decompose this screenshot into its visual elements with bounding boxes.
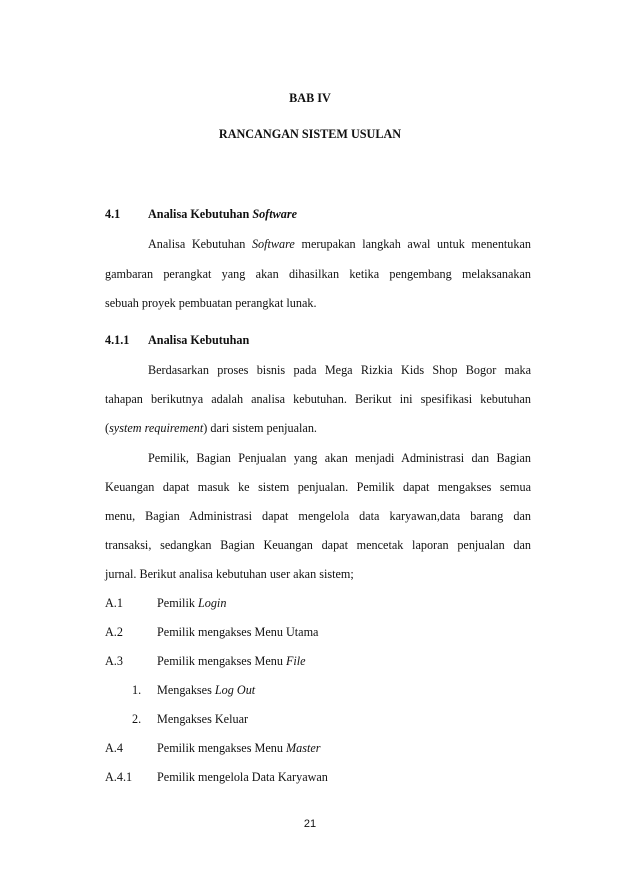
list-item-number: A.4 — [105, 741, 123, 755]
list-item-number: A.2 — [105, 625, 123, 639]
text-run: Mengakses Keluar — [157, 712, 249, 726]
text-run: Mengakses — [157, 683, 215, 697]
list-item — [157, 624, 318, 640]
paragraph-line: tahapan berikutnya adalah analisa kebutuhan. Berikut ini spesifikasi kebutuhan — [105, 392, 531, 406]
paragraph-line: sebuah proyek pembuatan perangkat lunak. — [105, 296, 317, 310]
section-4-1-1-heading: Analisa Kebutuhan — [148, 333, 250, 347]
text-run-italic: Software — [251, 237, 295, 251]
text-run: ( — [105, 421, 110, 435]
text-run: Pemilik mengakses Menu — [157, 741, 286, 755]
chapter-subtitle: RANCANGAN SISTEM USULAN — [218, 127, 402, 141]
paragraph-line: jurnal. Berikut analisa kebutuhan user akan sistem; — [105, 567, 354, 581]
text-run: Pemilik mengelola Data Karyawan — [157, 770, 328, 784]
text-run-italic: File — [285, 654, 306, 668]
section-4-1-heading — [148, 206, 297, 222]
paragraph-line: Berdasarkan proses bisnis pada Mega Rizkia Kids Shop Bogor maka — [148, 363, 531, 377]
paragraph-line: Pemilik, Bagian Penjualan yang akan menjadi Administrasi dan Bagian — [148, 451, 531, 465]
paragraph-line: Keuangan dapat masuk ke sistem penjualan. Pemilik dapat mengakses semua — [105, 480, 531, 494]
list-item-number: A.1 — [105, 596, 123, 610]
list-item — [157, 595, 226, 611]
list-item — [157, 740, 321, 756]
section-4-1-1-number: 4.1.1 — [105, 333, 130, 347]
text-run-italic: system requirement — [109, 421, 204, 435]
paragraph-line: gambaran perangkat yang akan dihasilkan ketika pengembang melaksanakan — [105, 267, 531, 281]
text-run-italic: Master — [285, 741, 321, 755]
paragraph-line — [148, 236, 531, 252]
list-item-number: A.4.1 — [105, 770, 133, 784]
text-run: Analisa Kebutuhan — [148, 237, 252, 251]
text-run-italic: Log Out — [214, 683, 256, 697]
text-run: Pemilik mengakses Menu Utama — [157, 625, 319, 639]
text-run: ) dari sistem penjualan. — [203, 421, 317, 435]
list-item-number: A.3 — [105, 654, 123, 668]
text-run: merupakan langkah awal untuk menentukan — [294, 237, 531, 251]
list-item-number: 2. — [132, 712, 142, 726]
chapter-title: BAB IV — [289, 91, 331, 105]
list-item — [157, 682, 255, 698]
section-4-1-heading-italic: Software — [252, 207, 298, 221]
list-item — [157, 711, 248, 727]
text-run-italic: Login — [197, 596, 227, 610]
list-item-number: 1. — [132, 683, 142, 697]
page-number: 21 — [303, 818, 317, 830]
section-4-1-number: 4.1 — [105, 207, 121, 221]
paragraph-line — [105, 420, 317, 436]
section-4-1-heading-text: Analisa Kebutuhan — [148, 207, 253, 221]
paragraph-line: menu, Bagian Administrasi dapat mengelola data karyawan,data barang dan — [105, 509, 531, 523]
list-item — [157, 653, 306, 669]
paragraph-line: transaksi, sedangkan Bagian Keuangan dapat mencetak laporan penjualan dan — [105, 538, 531, 552]
text-run: Pemilik — [157, 596, 198, 610]
text-run: Pemilik mengakses Menu — [157, 654, 286, 668]
list-item — [157, 769, 328, 785]
